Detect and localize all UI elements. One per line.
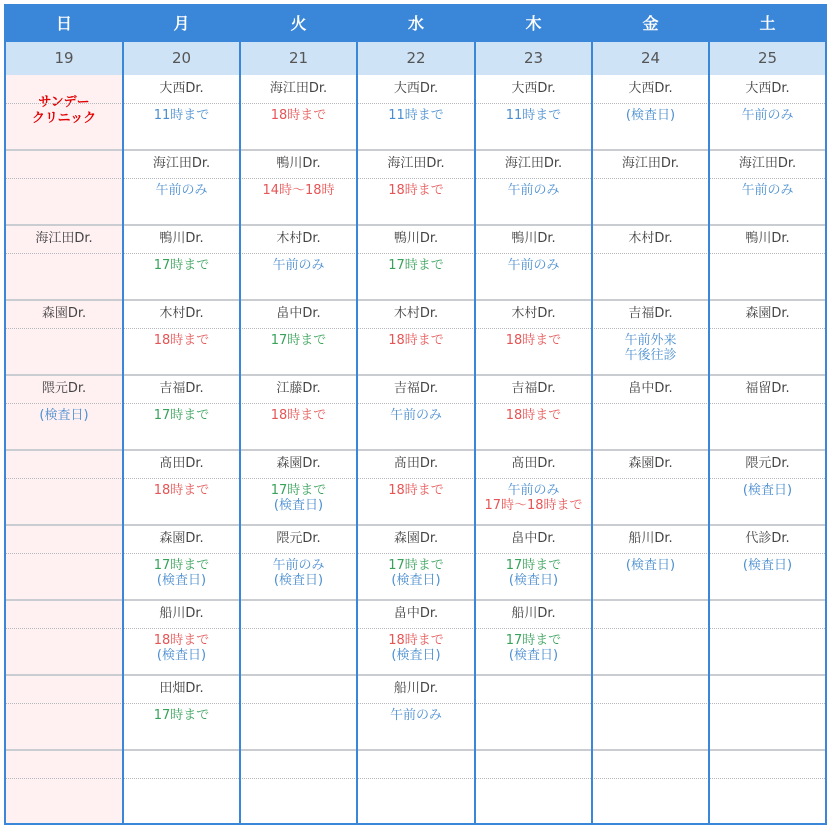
doctor-schedule-note [710,483,825,498]
doctor-schedule-note [710,108,825,123]
schedule-note-line: 17時まで [153,558,210,573]
doctor-schedule-note [124,408,239,423]
row-dotted-separator [6,178,825,179]
doctor-name: 大西Dr. [628,81,673,96]
doctor-schedule-note [358,258,474,273]
doctor-schedule-note [124,183,239,198]
date-cell-fri: 24 [640,49,661,67]
schedule-note-line: 18時まで [505,333,562,348]
doctor-name: 木村Dr. [511,306,556,321]
schedule-note-line: 18時まで [153,633,210,648]
doctor-name: 海江田Dr. [387,156,445,171]
weekday-header-mon: 月 [173,14,190,33]
schedule-note-line: 午前のみ [741,183,794,198]
doctor-name: 吉福Dr. [159,381,204,396]
schedule-note-line: 午前のみ [507,258,560,273]
doctor-name: 田畑Dr. [159,681,204,696]
doctor-schedule-note [593,558,708,573]
row-dotted-separator [6,778,825,779]
weekday-header-thu: 木 [525,14,542,33]
doctor-schedule-note [241,258,356,273]
weekday-header-tue: 火 [290,14,307,33]
doctor-schedule-note [358,183,474,198]
doctor-name: 畠中Dr. [276,306,321,321]
schedule-note-line: (検査日) [156,648,207,663]
schedule-note-line: 11時まで [153,108,210,123]
schedule-note-line: (検査日) [39,408,89,423]
row-dotted-separator [6,403,825,404]
doctor-name: 代診Dr. [745,531,790,546]
doctor-name: 海江田Dr. [269,81,328,96]
doctor-name: 隈元Dr. [276,531,321,546]
doctor-name: 福留Dr. [745,381,790,396]
doctor-name: 海江田Dr. [621,156,680,171]
doctor-schedule-note [358,333,474,348]
schedule-note-line: 18時まで [388,633,444,648]
schedule-note-line: (検査日) [742,483,793,498]
weekday-header-sat: 土 [759,14,776,33]
doctor-name: 髙田Dr. [393,456,439,471]
schedule-note-line: 午前のみ [272,558,325,573]
date-cell-sat: 25 [757,49,778,67]
doctor-schedule-note [358,708,474,723]
schedule-note-line: 17時まで [505,558,562,573]
date-header-row [6,42,825,75]
doctor-name: 森園Dr. [393,531,439,546]
schedule-note-line: (検査日) [273,573,324,588]
schedule-note-line: 18時まで [388,183,444,198]
row-dotted-separator [6,253,825,254]
doctor-schedule-note [124,633,239,663]
doctor-name: 木村Dr. [276,231,321,246]
row-dotted-separator [6,703,825,704]
doctor-schedule-note [476,183,591,198]
schedule-note-line: (検査日) [391,573,441,588]
schedule-note-line: 17時まで [270,333,327,348]
schedule-note-line: 11時まで [505,108,562,123]
doctor-name: 森園Dr. [628,456,673,471]
doctor-schedule-note [358,633,474,663]
schedule-note-line: 午前のみ [272,258,325,273]
schedule-note-line: 午前のみ [155,183,208,198]
schedule-note-line: 17時～18時まで [484,498,583,513]
row-dotted-separator [6,103,825,104]
schedule-note-line: 17時まで [153,708,210,723]
doctor-schedule-note [124,258,239,273]
doctor-name: 海江田Dr. [504,156,563,171]
doctor-schedule-note [476,633,591,663]
schedule-note-line: 午前のみ [507,183,560,198]
doctor-name: 隈元Dr. [745,456,790,471]
schedule-note-line: (検査日) [625,108,676,123]
schedule-note-line: 午前のみ [389,408,442,423]
schedule-note-line: (検査日) [742,558,793,573]
doctor-name: 船川Dr. [511,606,556,621]
doctor-name: 髙田Dr. [159,456,204,471]
doctor-name: 木村Dr. [628,231,673,246]
schedule-note-line: (検査日) [508,648,559,663]
doctor-name: 森園Dr. [276,456,321,471]
doctor-schedule-note [124,333,239,348]
schedule-note-line: 18時まで [270,108,327,123]
doctor-name: 海江田Dr. [152,156,211,171]
doctor-schedule-note [358,558,474,588]
doctor-name: 江藤Dr. [276,381,321,396]
schedule-note-line: (検査日) [391,648,441,663]
date-cell-mon: 20 [171,49,192,67]
doctor-schedule-note [124,558,239,588]
doctor-name: 大西Dr. [511,81,556,96]
doctor-schedule-note [358,408,474,423]
schedule-note-line: 17時まで [388,258,444,273]
schedule-note-line: 17時まで [153,258,210,273]
doctor-name: 畠中Dr. [628,381,673,396]
doctor-name: 海江田Dr. [35,231,93,246]
row-separator [6,749,825,751]
schedule-note-line: (検査日) [273,498,324,513]
schedule-note-line: 午後往診 [624,348,677,363]
weekday-header-sun: 日 [55,14,72,33]
doctor-name: 吉福Dr. [511,381,556,396]
doctor-schedule-note [593,333,708,363]
schedule-note-line: 14時～18時 [262,183,335,198]
schedule-note-line: (検査日) [156,573,207,588]
row-dotted-separator [6,328,825,329]
doctor-name: 海江田Dr. [738,156,797,171]
schedule-note-line: 18時まで [388,483,444,498]
doctor-name: 森園Dr. [745,306,790,321]
schedule-note-line: 18時まで [388,333,444,348]
schedule-note-line: 17時まで [388,558,444,573]
doctor-schedule-note [241,183,356,198]
weekday-header-row [6,6,825,42]
doctor-name: 船川Dr. [393,681,439,696]
doctor-schedule-note [124,483,239,498]
sunday-clinic-label [6,95,122,127]
doctor-schedule-note [241,408,356,423]
doctor-schedule-note [476,108,591,123]
column-divider [591,6,593,823]
schedule-note-line: 午前のみ [389,708,442,723]
doctor-name: 畠中Dr. [393,606,439,621]
date-cell-sun: 19 [54,49,74,67]
doctor-schedule-note [241,483,356,513]
doctor-name: 髙田Dr. [511,456,556,471]
doctor-name: 森園Dr. [41,306,87,321]
doctor-name: 船川Dr. [628,531,673,546]
doctor-schedule-note [476,408,591,423]
sunday-clinic-line: クリニック [31,111,97,126]
doctor-name: 鴨川Dr. [159,231,204,246]
row-dotted-separator [6,478,825,479]
weekday-header-fri: 金 [642,14,659,33]
schedule-note-line: 18時まで [505,408,562,423]
sunday-clinic-line: サンデー [38,95,90,110]
doctor-schedule-note [358,108,474,123]
doctor-schedule-note [710,558,825,573]
schedule-note-line: 午前外来 [624,333,677,348]
schedule-note-line: 17時まで [505,633,562,648]
row-dotted-separator [6,628,825,629]
schedule-note-line: 18時まで [153,333,210,348]
doctor-name: 鴨川Dr. [393,231,439,246]
doctor-name: 鴨川Dr. [745,231,790,246]
row-dotted-separator [6,553,825,554]
doctor-name: 鴨川Dr. [276,156,321,171]
doctor-schedule-note [241,108,356,123]
doctor-schedule-note [476,558,591,588]
doctor-name: 畠中Dr. [511,531,556,546]
schedule-note-line: 午前のみ [507,483,560,498]
doctor-schedule-note [476,333,591,348]
schedule-note-line: (検査日) [508,573,559,588]
doctor-schedule-note [241,333,356,348]
doctor-schedule-note [710,183,825,198]
date-cell-thu: 23 [523,49,544,67]
schedule-note-line: 18時まで [153,483,210,498]
schedule-note-line: (検査日) [625,558,676,573]
doctor-name: 木村Dr. [393,306,439,321]
doctor-name: 吉福Dr. [628,306,673,321]
schedule-note-line: 11時まで [388,108,444,123]
doctor-schedule-note [241,558,356,588]
doctor-name: 森園Dr. [159,531,204,546]
doctor-schedule-note [593,108,708,123]
doctor-name: 吉福Dr. [393,381,439,396]
weekday-header-wed: 水 [407,14,424,33]
doctor-schedule-note [476,483,591,513]
doctor-name: 大西Dr. [745,81,790,96]
doctor-schedule-note [124,108,239,123]
doctor-name: 大西Dr. [159,81,204,96]
date-cell-wed: 22 [406,49,426,67]
column-divider [708,6,710,823]
schedule-note-line: 18時まで [270,408,327,423]
doctor-schedule-note [6,408,122,423]
doctor-schedule-note [124,708,239,723]
doctor-name: 船川Dr. [159,606,204,621]
date-cell-tue: 21 [288,49,309,67]
doctor-name: 鴨川Dr. [511,231,556,246]
doctor-schedule-note [476,258,591,273]
schedule-note-line: 17時まで [153,408,210,423]
schedule-note-line: 17時まで [270,483,327,498]
doctor-name: 木村Dr. [159,306,204,321]
doctor-name: 隈元Dr. [41,381,87,396]
schedule-calendar [4,4,827,825]
doctor-schedule-note [358,483,474,498]
doctor-name: 大西Dr. [393,81,439,96]
schedule-note-line: 午前のみ [741,108,794,123]
